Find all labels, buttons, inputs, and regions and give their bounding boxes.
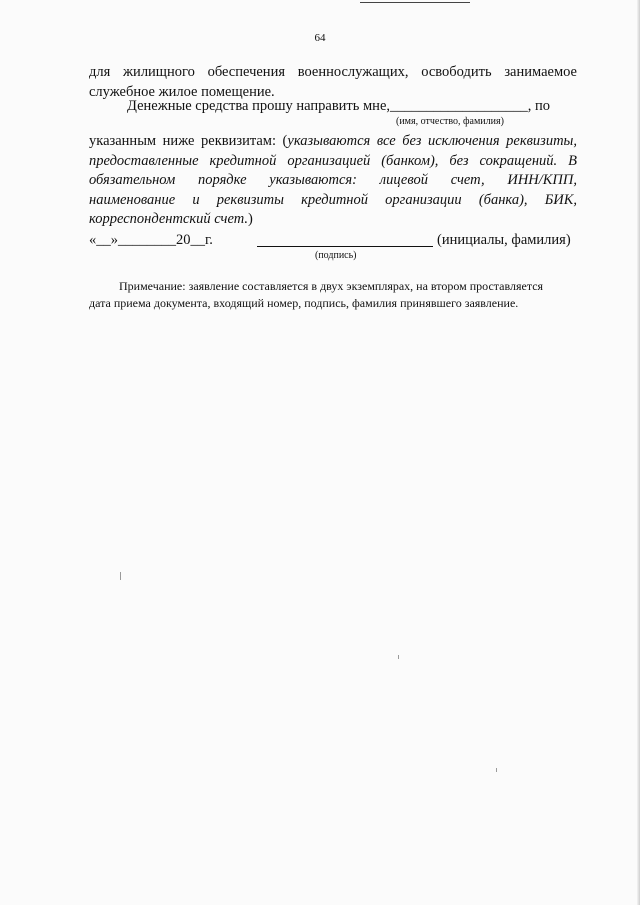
scan-speck [398,655,399,659]
note-line2: дата приема документа, входящий номер, подпись, фамилия принявшего заявление. [89,296,519,310]
requisites-italic-4: наименование и реквизиты кредитной организации (банка), БИК, [89,191,577,208]
signature-caption: (подпись) [315,250,357,261]
scan-artifact-line [360,2,470,3]
requisites-lead: указанным ниже реквизитам: ( [89,133,288,149]
paragraph-payment-request [89,97,577,117]
requisites-italic-2: предоставленные кредитной организацией (банком), без сокращений. В [89,152,577,169]
scan-speck [496,768,497,772]
page-number: 64 [314,32,326,44]
requisites-close: ) [248,211,253,227]
paragraph-requisites [89,132,577,230]
paragraph-housing-line2: служебное жилое помещение. [89,83,275,100]
name-caption: (имя, отчество, фамилия) [396,116,504,127]
date-template: «__»________20__г. [89,232,213,248]
initials-label: (инициалы, фамилия) [437,232,571,248]
payment-request-tail: , по [527,98,551,114]
requisites-italic-1: указываются все без исключения реквизиты, [287,133,577,149]
paragraph-housing-line1: для жилищного обеспечения военнослужащих, освободить занимаемое [89,64,577,80]
payment-request-text: Денежные средства прошу направить мне, [127,98,391,114]
requisites-italic-5: корреспондентский счет. [89,211,248,227]
note-line1: Примечание: заявление составляется в двух экземплярах, на втором проставляется [119,279,544,293]
scan-speck [120,572,121,580]
name-blank-line: ___________________ [390,98,528,114]
signature-line [257,246,433,247]
note-paragraph [89,278,577,312]
requisites-italic-3: обязательном порядке указываются: лицевой счет, ИНН/КПП, [89,172,577,188]
